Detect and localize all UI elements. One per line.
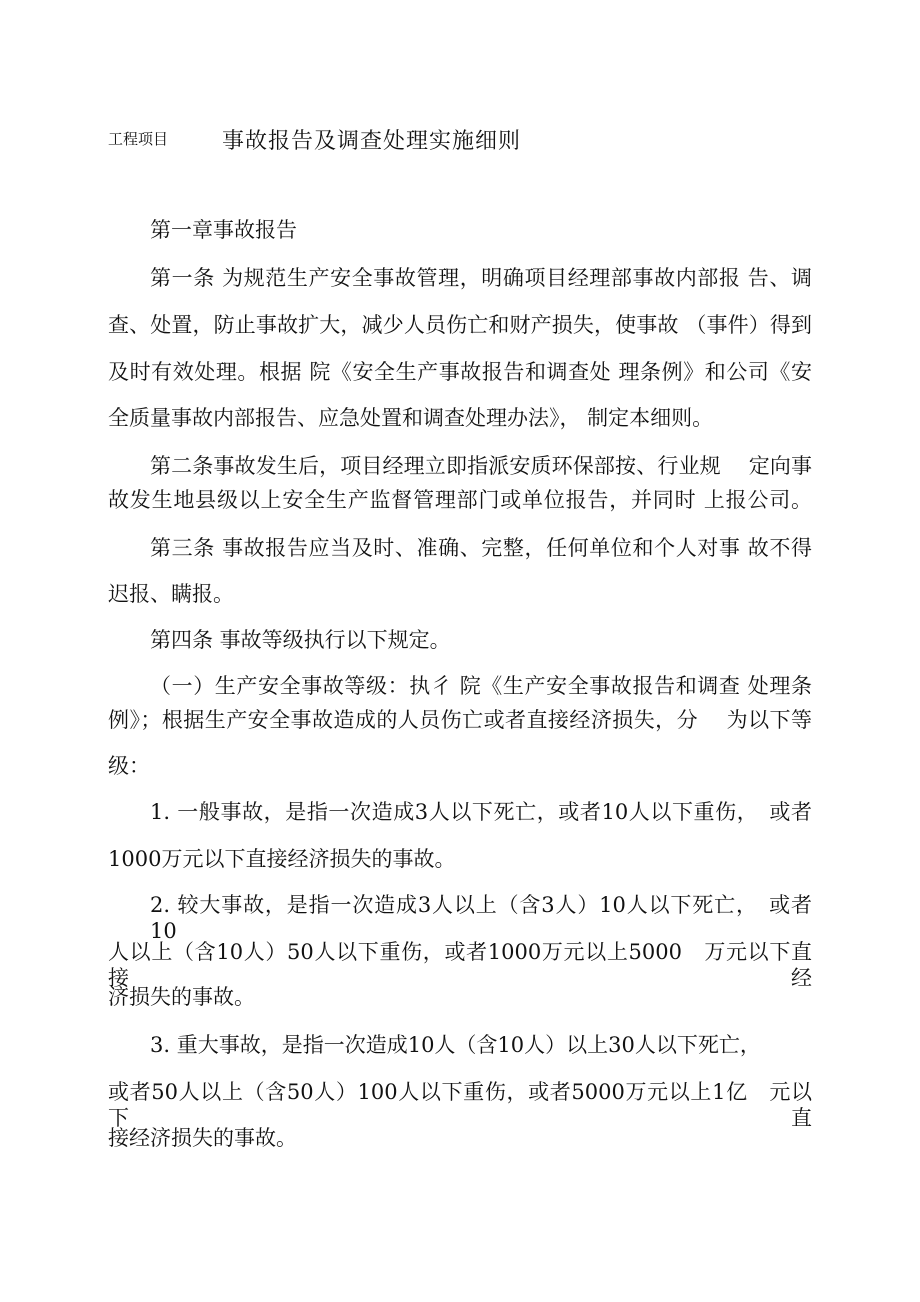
paragraph-line: 2. 较大事故，是指一次造成3人以上（含3人）10人以下死亡， 或者10 <box>150 893 812 943</box>
paragraph-line: 第一条 为规范生产安全事故管理，明确项目经理部事故内部报 告、调 <box>150 266 812 290</box>
paragraph-line: 第四条 事故等级执行以下规定。 <box>150 628 451 652</box>
paragraph-line: 1000万元以下直接经济损失的事故。 <box>108 847 456 871</box>
paragraph-line: 及时有效处理。根据 院《安全生产事故报告和调查处 理条例》和公司《安 <box>108 360 812 384</box>
paragraph-line: 或者50人以上（含50人）100人以下重伤，或者5000万元以上1亿 元以下直 <box>108 1080 812 1130</box>
paragraph-line: 全质量事故内部报告、应急处置和调查处理办法》， 制定本细则。 <box>108 406 714 430</box>
document-title: 事故报告及调查处理实施细则 <box>222 129 522 154</box>
paragraph-line: 1. 一般事故，是指一次造成3人以下死亡，或者10人以下重伤， 或者 <box>150 800 812 824</box>
paragraph-line: 级： <box>108 754 150 778</box>
paragraph-line: （一）生产安全事故等级：执彳 院《生产安全事故报告和调查 处理条 <box>150 674 812 698</box>
chapter-heading: 第一章事故报告 <box>150 218 297 242</box>
paragraph-line: 济损失的事故。 <box>108 985 255 1009</box>
paragraph-line: 故发生地县级以上安全生产监督管理部门或单位报告，并同时 上报公司。 <box>108 488 812 512</box>
paragraph-line: 查、处置，防止事故扩大，减少人员伤亡和财产损失，使事故 （事件）得到 <box>108 313 812 337</box>
paragraph-line: 迟报、瞒报。 <box>108 582 234 606</box>
paragraph-line: 3. 重大事故，是指一次造成10人（含10人）以上30人以下死亡， <box>150 1033 761 1057</box>
paragraph-line: 第三条 事故报告应当及时、准确、完整，任何单位和个人对事 故不得 <box>150 536 812 560</box>
paragraph-line: 接经济损失的事故。 <box>108 1126 297 1150</box>
paragraph-line: 人以上（含10人）50人以下重伤，或者1000万元以上5000 万元以下直接经 <box>108 940 812 990</box>
paragraph-line: 例》；根据生产安全事故造成的人员伤亡或者直接经济损失，分 为以下等 <box>108 708 812 732</box>
paragraph-line: 第二条事故发生后，项目经理立即指派安质环保部按、行业规 定向事 <box>150 454 812 478</box>
project-label: 工程项目 <box>108 130 169 148</box>
